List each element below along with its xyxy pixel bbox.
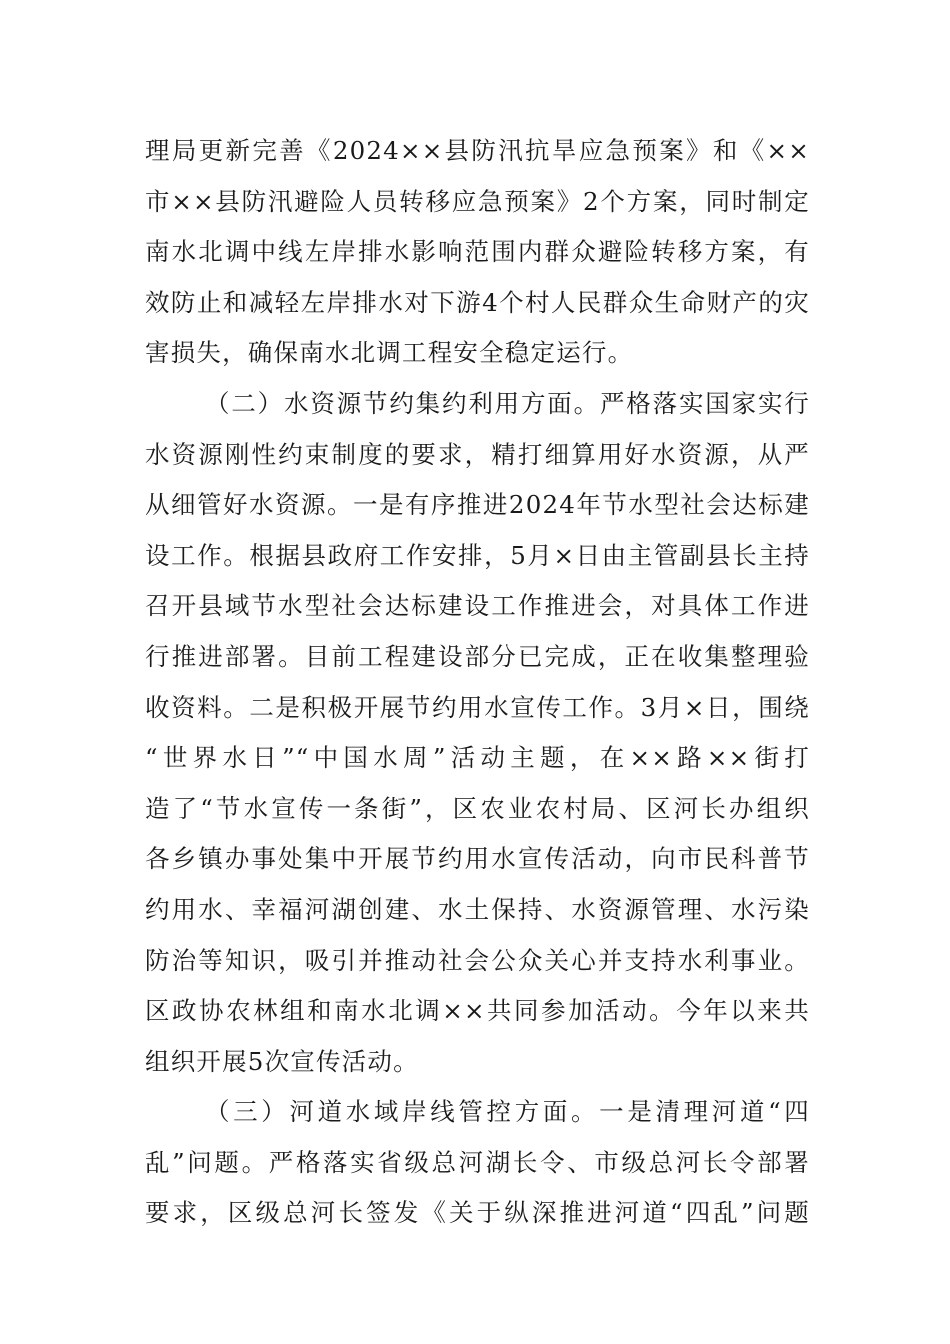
text-line: 效防止和减轻左岸排水对下游4个村人民群众生命财产的灾: [145, 287, 810, 317]
text-line: 市××县防汛避险人员转移应急预案》2个方案，同时制定: [145, 186, 810, 216]
text-line: 造了“节水宣传一条街”，区农业农村局、区河长办组织: [145, 793, 810, 823]
text-line: 召开县域节水型社会达标建设工作推进会，对具体工作进: [145, 591, 810, 621]
body-text: [145, 126, 810, 1239]
text-line: 乱”问题。严格落实省级总河湖长令、市级总河长令部署: [145, 1147, 810, 1177]
text-line: 防治等知识，吸引并推动社会公众关心并支持水利事业。: [145, 945, 810, 975]
text-line: 区政协农林组和南水北调××共同参加活动。今年以来共: [145, 996, 810, 1026]
section-heading-line: （二）水资源节约集约利用方面。严格落实国家实行: [205, 388, 810, 418]
text-line: 收资料。二是积极开展节约用水宣传工作。3月×日，围绕: [145, 692, 810, 722]
text-line: 各乡镇办事处集中开展节约用水宣传活动，向市民科普节: [145, 844, 810, 874]
section-heading-line: （三）河道水域岸线管控方面。一是清理河道“四: [205, 1097, 810, 1127]
text-line: 行推进部署。目前工程建设部分已完成，正在收集整理验: [145, 641, 810, 671]
text-line: 水资源刚性约束制度的要求，精打细算用好水资源，从严: [145, 439, 810, 469]
text-line: 设工作。根据县政府工作安排，5月×日由主管副县长主持: [145, 540, 810, 570]
text-line: 理局更新完善《2024××县防汛抗旱应急预案》和《××: [145, 136, 810, 165]
text-line: 约用水、幸福河湖创建、水土保持、水资源管理、水污染: [145, 894, 810, 924]
text-line: 要求，区级总河长签发《关于纵深推进河道“四乱”问题: [145, 1198, 810, 1228]
text-line: “世界水日”“中国水周”活动主题，在××路××街打: [145, 743, 810, 773]
text-line: 南水北调中线左岸排水影响范围内群众避险转移方案，有: [145, 237, 810, 267]
text-line: 组织开展5次宣传活动。: [145, 1046, 419, 1076]
text-line: 害损失，确保南水北调工程安全稳定运行。: [145, 338, 634, 368]
text-line: 从细管好水资源。一是有序推进2024年节水型社会达标建: [145, 490, 810, 520]
